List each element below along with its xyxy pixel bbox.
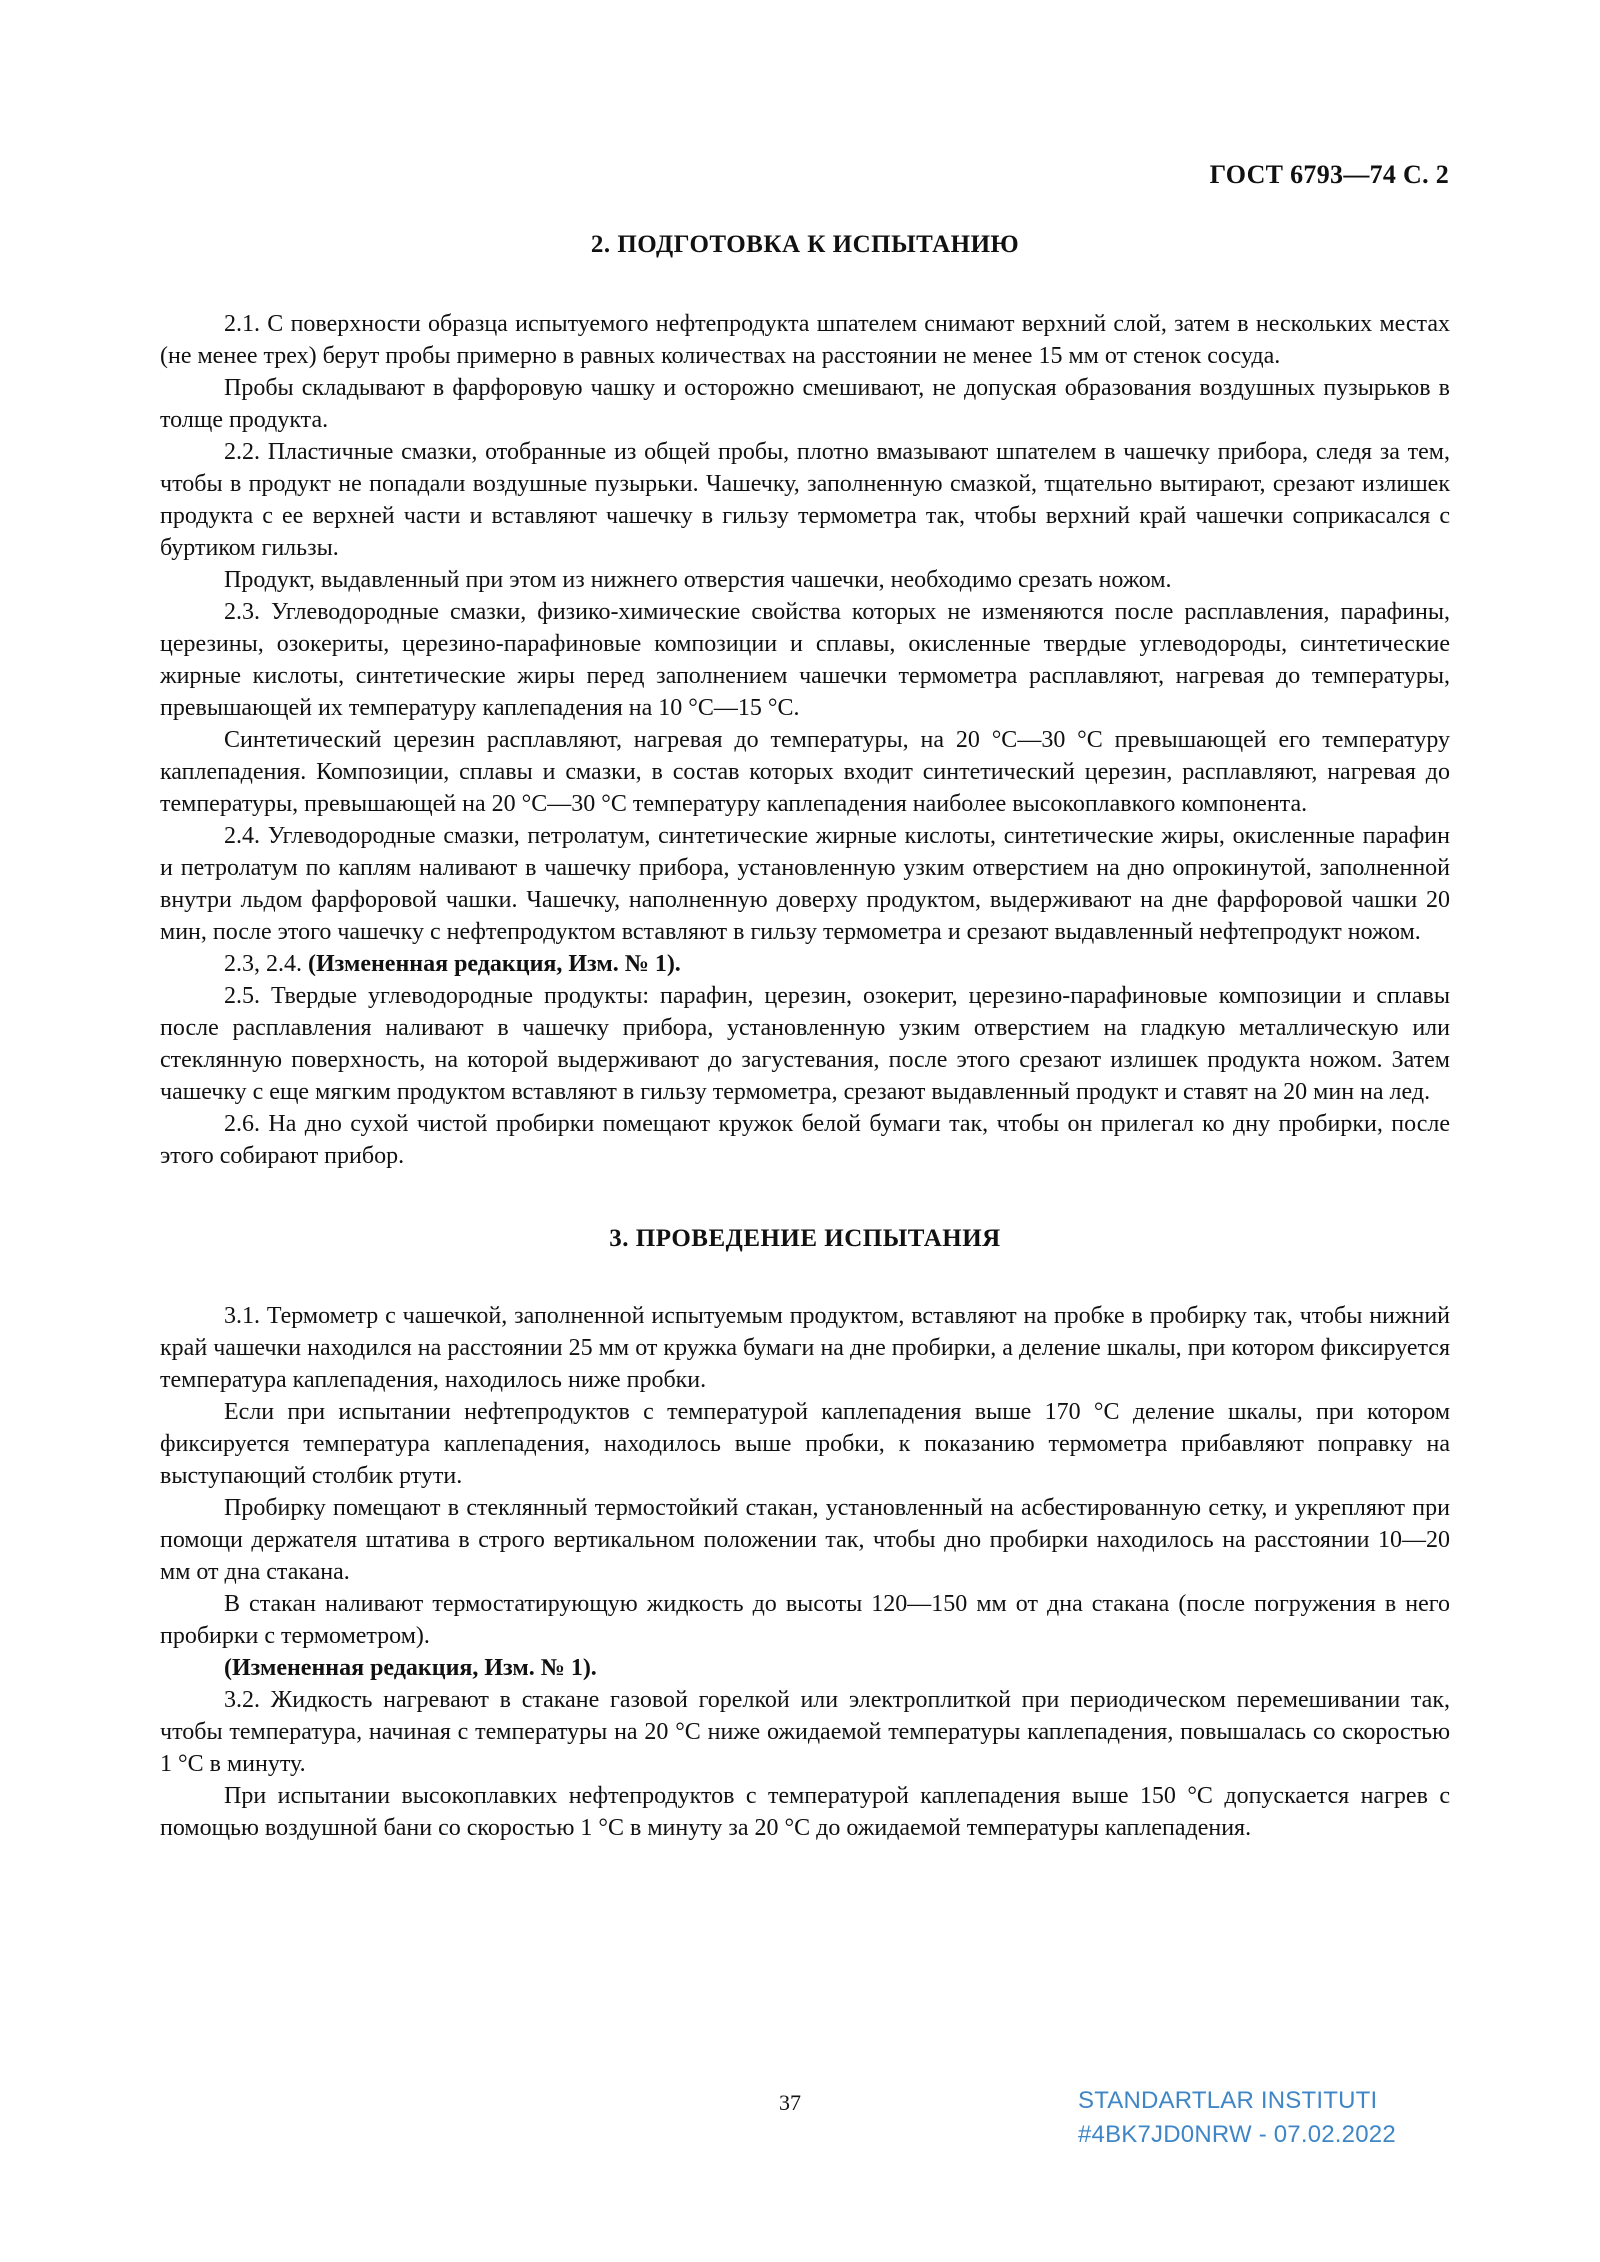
paragraph-3-1-liquid: В стакан наливают термостатирующую жидкость до высоты 120—150 мм от дна стакана (после погружения в него пробирки с термометром). <box>160 1591 1450 1649</box>
page-number: 37 <box>779 2090 801 2115</box>
amendment-prefix: 2.3, 2.4. <box>224 951 302 977</box>
paragraph-2-5: 2.5. Твердые углеводородные продукты: парафин, церезин, озокерит, церезино-парафиновые композиции и сплавы после расплавления наливают в чашечку прибора, установленную узким отверстием на гладкую металлическую или стеклянную поверхность, на которой выдерживают до загустевания, после этого срезают излишек продукта ножом. Затем чашечку с еще мягким продуктом вставляют в гильзу термометра, срезают выдавленный продукт и ставят на 20 мин на лед. <box>160 983 1450 1105</box>
paragraph-2-4: 2.4. Углеводородные смазки, петролатум, синтетические жирные кислоты, синтетические жиры, окисленные парафин и петролатум по каплям наливают в чашечку прибора, установленную узким отверстием на дно опрокинутой, заполненной внутри льдом фарфоровой чашки. Чашечку, наполненную доверху продуктом, выдерживают на дне фарфоровой чашки 20 мин, после этого чашечку с нефтепродуктом вставляют в гильзу термометра и срезают выдавленный нефтепродукт ножом. <box>160 823 1450 945</box>
paragraph-3-2: 3.2. Жидкость нагревают в стакане газовой горелкой или электроплиткой при периодическом перемешивании так, чтобы температура, начиная с температуры на 20 °С ниже ожидаемой температуры каплепадения, повышалась со скоростью 1 °С в минуту. <box>160 1687 1450 1777</box>
paragraph-2-2-continued: Продукт, выдавленный при этом из нижнего отверстия чашечки, необходимо срезать ножом. <box>224 567 1172 593</box>
watermark-line-institute: STANDARTLAR INSTITUTI <box>1078 2087 1378 2114</box>
paragraph-2-3-continued: Синтетический церезин расплавляют, нагревая до температуры, на 20 °С—30 °С превышающей его температуру каплепадения. Композиции, сплавы и смазки, в состав которых входит синтетический церезин, расплавляют, нагревая до температуры, превышающей на 20 °С—30 °С температуру каплепадения наиболее высокоплавкого компонента. <box>160 727 1450 817</box>
amendment-label: (Измененная редакция, Изм. № 1). <box>224 1655 597 1681</box>
paragraph-3-1: 3.1. Термометр с чашечкой, заполненной испытуемым продуктом, вставляют на пробке в пробирку так, чтобы нижний край чашечки находился на расстоянии 25 мм от кружка бумаги на дне пробирки, а деление шкалы, при котором фиксируется температура каплепадения, находилось ниже пробки. <box>160 1303 1450 1393</box>
document-body <box>160 228 1450 1844</box>
section-title-preparation: 2. ПОДГОТОВКА К ИСПЫТАНИЮ <box>590 231 1020 258</box>
paragraph-2-2: 2.2. Пластичные смазки, отобранные из общей пробы, плотно вмазывают шпателем в чашечку прибора, следя за тем, чтобы в продукт не попадали воздушные пузырьки. Чашечку, заполненную смазкой, тщательно вытирают, срезают излишек продукта с ее верхней части и вставляют чашечку в гильзу термометра так, чтобы верхний край чашечки соприкасался с буртиком гильзы. <box>160 439 1450 561</box>
paragraph-2-1: 2.1. С поверхности образца испытуемого нефтепродукта шпателем снимают верхний слой, затем в нескольких местах (не менее трех) берут пробы примерно в равных количествах на расстоянии не менее 15 мм от стенок сосуда. <box>160 311 1450 369</box>
paragraph-2-1-continued: Пробы складывают в фарфоровую чашку и осторожно смешивают, не допуская образования воздушных пузырьков в толще продукта. <box>160 375 1450 433</box>
amendment-note-3-1 <box>160 1652 1450 1684</box>
document-reference: ГОСТ 6793—74 С. 2 <box>1209 160 1449 189</box>
paragraph-3-1-correction: Если при испытании нефтепродуктов с температурой каплепадения выше 170 °С деление шкалы, при котором фиксируется температура каплепадения, находилось выше пробки, к показанию термометра прибавляют поправку на выступающий столбик ртути. <box>160 1399 1450 1489</box>
paragraph-2-6: 2.6. На дно сухой чистой пробирки помещают кружок белой бумаги так, чтобы он прилегал ко дну пробирки, после этого собирают прибор. <box>160 1111 1450 1169</box>
watermark-stamp <box>1078 2084 1396 2152</box>
paragraph-3-2-continued: При испытании высокоплавких нефтепродуктов с температурой каплепадения выше 150 °С допускается нагрев с помощью воздушной бани со скоростью 1 °С в минуту за 20 °С до ожидаемой температуры каплепадения. <box>160 1783 1450 1841</box>
amendment-note-2-3-2-4 <box>160 948 1450 980</box>
section-title-test-procedure: 3. ПРОВЕДЕНИЕ ИСПЫТАНИЯ <box>609 1225 1001 1252</box>
paragraph-3-1-beaker: Пробирку помещают в стеклянный термостойкий стакан, установленный на асбестированную сетку, и укрепляют при помощи держателя штатива в строго вертикальном положении так, чтобы дно пробирки находилось на расстоянии 10—20 мм от дна стакана. <box>160 1495 1450 1585</box>
watermark-line-id-date: #4BK7JD0NRW - 07.02.2022 <box>1078 2121 1396 2148</box>
amendment-label: (Измененная редакция, Изм. № 1). <box>308 951 681 977</box>
paragraph-2-3: 2.3. Углеводородные смазки, физико-химические свойства которых не изменяются после расплавления, парафины, церезины, озокериты, церезино-парафиновые композиции и сплавы, окисленные твердые углеводороды, синтетические жирные кислоты, синтетические жиры перед заполнением чашечки термометра расплавляют, нагревая до температуры, превышающей их температуру каплепадения на 10 °С—15 °С. <box>160 599 1450 721</box>
